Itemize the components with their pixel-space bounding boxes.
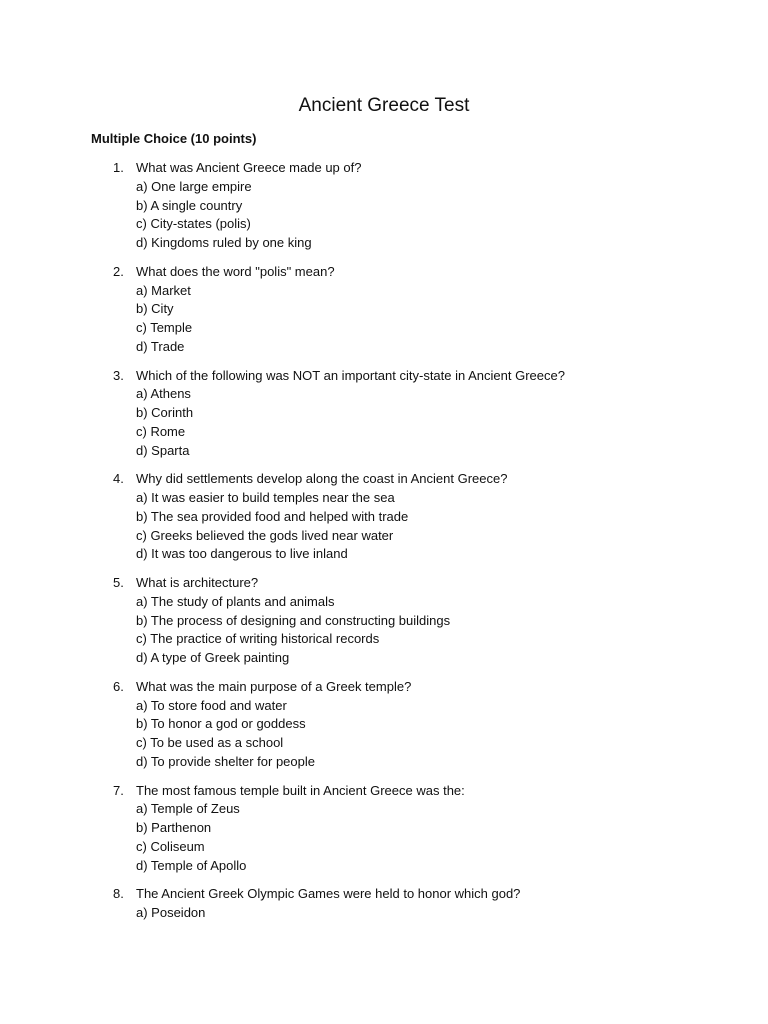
question-item [0, 367, 768, 461]
answer-option: a) It was easier to build temples near the sea [136, 490, 395, 505]
answer-option: c) City-states (polis) [136, 216, 251, 232]
answer-option-list [136, 489, 768, 564]
answer-option: a) Poseidon [136, 905, 206, 920]
answer-option: c) Rome [136, 423, 186, 439]
question-list [0, 159, 768, 933]
document-title: Ancient Greece Test [298, 95, 470, 116]
question-item [0, 885, 768, 923]
question-text: What was Ancient Greece made up of? [136, 160, 362, 175]
answer-option: b) Parthenon [136, 820, 212, 835]
question-text: What does the word "polis" mean? [136, 263, 335, 279]
question-number: 4. [113, 471, 124, 487]
answer-option: d) To provide shelter for people [136, 753, 315, 769]
answer-option: a) Athens [136, 386, 191, 402]
question-text: What was the main purpose of a Greek temple? [136, 678, 412, 694]
question-number: 8. [113, 886, 124, 902]
question-item [0, 159, 768, 253]
answer-option: c) Temple [136, 320, 193, 335]
answer-option: d) Trade [136, 338, 185, 354]
question-item [0, 678, 768, 772]
answer-option: b) The process of designing and constructing buildings [136, 612, 451, 628]
answer-option: d) It was too dangerous to live inland [136, 546, 348, 562]
section-heading: Multiple Choice (10 points) [91, 131, 257, 146]
answer-option: d) A type of Greek painting [136, 650, 290, 665]
question-number: 5. [113, 575, 124, 590]
answer-option-list [136, 178, 768, 253]
answer-option: a) One large empire [136, 178, 252, 194]
answer-option: b) The sea provided food and helped with trade [136, 508, 409, 524]
question-text: The most famous temple built in Ancient Greece was the: [136, 782, 465, 798]
answer-option: a) Market [136, 282, 191, 298]
answer-option: c) Coliseum [136, 838, 205, 854]
question-item [0, 574, 768, 668]
answer-option-list [136, 593, 768, 668]
question-text: What is architecture? [136, 575, 259, 590]
answer-option: a) Temple of Zeus [136, 801, 240, 817]
answer-option: c) To be used as a school [136, 735, 284, 750]
question-item [0, 263, 768, 357]
question-text: Why did settlements develop along the coast in Ancient Greece? [136, 471, 508, 487]
answer-option: b) A single country [136, 197, 243, 213]
answer-option: c) The practice of writing historical records [136, 631, 380, 647]
answer-option: b) To honor a god or goddess [136, 716, 306, 732]
answer-option: a) To store food and water [136, 697, 287, 713]
question-text: Which of the following was NOT an important city-state in Ancient Greece? [136, 367, 565, 383]
answer-option-list [136, 385, 768, 460]
answer-option: b) City [136, 301, 174, 317]
answer-option-list [136, 697, 768, 772]
question-number: 1. [113, 160, 124, 175]
question-item [0, 782, 768, 876]
question-number: 6. [113, 678, 124, 694]
answer-option-list [136, 282, 768, 357]
answer-option: d) Kingdoms ruled by one king [136, 235, 312, 250]
question-number: 3. [113, 367, 124, 383]
answer-option: d) Sparta [136, 442, 190, 458]
question-number: 2. [113, 263, 124, 279]
answer-option-list [136, 904, 768, 923]
question-number: 7. [113, 782, 124, 798]
answer-option: d) Temple of Apollo [136, 857, 247, 873]
question-text: The Ancient Greek Olympic Games were held to honor which god? [136, 886, 521, 902]
answer-option: b) Corinth [136, 405, 194, 420]
answer-option: c) Greeks believed the gods lived near water [136, 527, 394, 543]
answer-option: a) The study of plants and animals [136, 593, 335, 609]
answer-option-list [136, 800, 768, 875]
question-item [0, 470, 768, 564]
